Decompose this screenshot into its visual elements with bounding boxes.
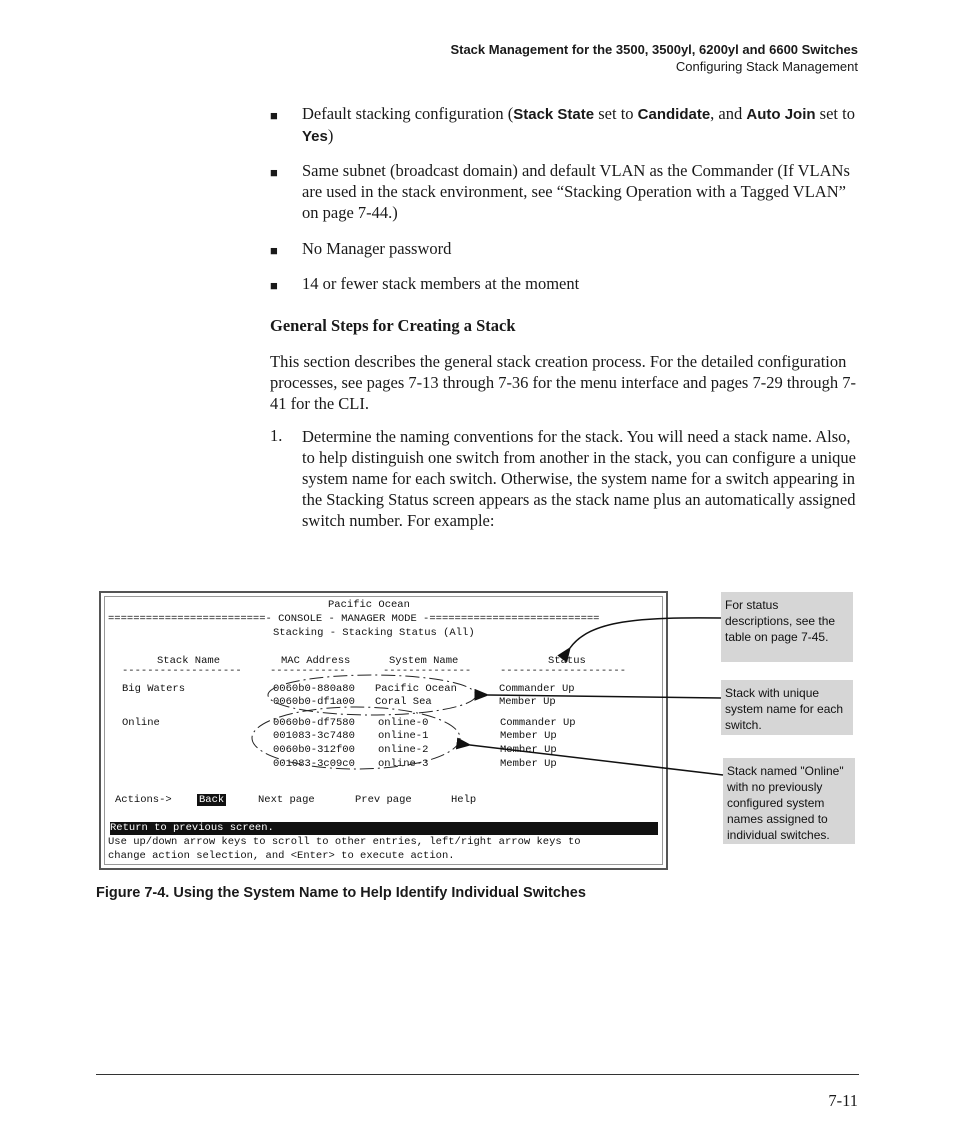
cell-system-name: online-3 (378, 758, 429, 770)
help-line-1: Use up/down arrow keys to scroll to other entries, left/right arrow keys to (108, 836, 581, 848)
bullet-text: Same subnet (broadcast domain) and default VLAN as the Commander (If VLANs are used in the stack environment, see “Stacking Operation with a Tagged VLAN” on page 7-44.) (302, 161, 850, 222)
cell-status: Member Up (500, 744, 557, 756)
bullet-square-icon: ■ (270, 278, 278, 293)
bullet-square-icon: ■ (270, 165, 278, 180)
cell-system-name: Coral Sea (375, 696, 432, 708)
bullet-text: Default stacking configuration (Stack State set to Candidate, and Auto Join set to Yes) (302, 104, 855, 145)
prev-page-action[interactable]: Prev page (355, 794, 412, 806)
callout-status-descriptions: For status descriptions, see the table on page 7-45. (721, 592, 853, 662)
column-header-status: Status (548, 655, 586, 667)
column-separator: -------------- (383, 665, 472, 677)
leader-line-unique-name (488, 695, 721, 698)
cell-status: Member Up (500, 730, 557, 742)
cell-mac-address: 0060b0-312f00 (273, 744, 355, 756)
console-mode-line: =========================- CONSOLE - MANAGER MODE -=========================== (108, 613, 600, 625)
status-message: Return to previous screen. (110, 822, 274, 834)
help-action[interactable]: Help (451, 794, 477, 806)
cell-system-name: online-1 (378, 730, 429, 742)
step-number: 1. (270, 426, 283, 445)
cell-mac-address: 0060b0-df7580 (273, 717, 355, 729)
cell-status: Commander Up (499, 683, 575, 695)
section-heading: General Steps for Creating a Stack (270, 316, 516, 335)
intro-paragraph: This section describes the general stack creation process. For the detailed configuration processes, see pages 7-13 through 7-36 for the menu interface and pages 7-29 through 7-41 for the CLI. (270, 352, 857, 413)
cell-stack-name: Big Waters (122, 683, 186, 695)
next-page-action[interactable]: Next page (258, 794, 315, 806)
running-header-subtitle: Configuring Stack Management (675, 59, 858, 74)
column-header-stack-name: Stack Name (157, 655, 221, 667)
cell-mac-address: 001083-3c09c0 (273, 758, 355, 770)
cell-status: Commander Up (500, 717, 576, 729)
cell-stack-name: Online (122, 717, 160, 729)
column-separator: ------------ (270, 665, 346, 677)
bullet-square-icon: ■ (270, 108, 278, 123)
cell-mac-address: 001083-3c7480 (273, 730, 355, 742)
column-separator: ------------------- (122, 665, 242, 677)
cell-mac-address: 0060b0-880a80 (273, 683, 355, 695)
cell-system-name: Pacific Ocean (375, 683, 457, 695)
actions-label: Actions-> (115, 794, 172, 806)
page-number: 7-11 (828, 1091, 858, 1110)
step-text: Determine the naming conventions for the stack. You will need a stack name. Also, to help distinguish one switch from another in the stack, you can configure a unique system name for each switch. Otherwise, the system name for a switch appearing in the Stacking Status screen appears as the stack name plus an automatically assigned switch number. For example: (302, 427, 856, 530)
back-action[interactable]: Back (199, 794, 225, 806)
callout-unique-system-name: Stack with unique system name for each switch. (721, 680, 853, 735)
column-header-mac-address: MAC Address (281, 655, 351, 667)
console-system-name: Pacific Ocean (328, 599, 410, 611)
bullet-text: 14 or fewer stack members at the moment (302, 274, 580, 293)
leader-line-online (470, 745, 723, 775)
cell-mac-address: 0060b0-df1a00 (273, 696, 355, 708)
cell-status: Member Up (499, 696, 556, 708)
callout-online-stack: Stack named "Online" with no previously configured system names assigned to individual switches. (723, 758, 855, 844)
footer-rule (96, 1074, 859, 1075)
cell-system-name: online-0 (378, 717, 429, 729)
cell-status: Member Up (500, 758, 557, 770)
figure-caption: Figure 7-4. Using the System Name to Help Identify Individual Switches (96, 885, 586, 901)
help-line-2: change action selection, and <Enter> to execute action. (108, 850, 455, 862)
column-header-system-name: System Name (389, 655, 459, 667)
bullet-square-icon: ■ (270, 243, 278, 258)
cell-system-name: online-2 (378, 744, 429, 756)
column-separator: -------------------- (500, 665, 627, 677)
leader-line-status (570, 618, 721, 648)
bullet-text: No Manager password (302, 239, 452, 258)
running-header-title: Stack Management for the 3500, 3500yl, 6200yl and 6600 Switches (450, 42, 858, 57)
console-screen-title: Stacking - Stacking Status (All) (273, 627, 475, 639)
